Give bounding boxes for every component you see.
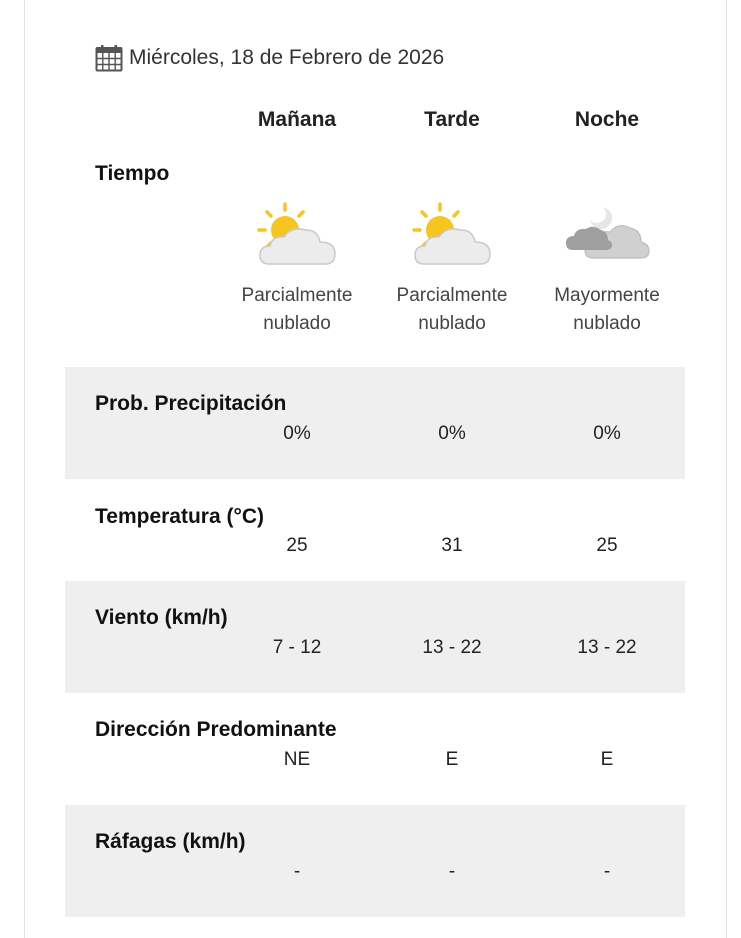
precipitation-afternoon: 0% <box>438 423 466 444</box>
column-header-afternoon: Tarde <box>424 108 480 131</box>
precipitation-label: Prob. Precipitación <box>95 392 287 415</box>
mostly-cloudy-night-icon <box>563 200 653 272</box>
partly-cloudy-day-icon <box>253 200 343 272</box>
temperature-night: 25 <box>596 535 618 556</box>
precipitation-morning: 0% <box>283 423 311 444</box>
gusts-label: Ráfagas (km/h) <box>95 830 246 853</box>
wind-direction-night: E <box>600 749 614 770</box>
column-header-morning: Mañana <box>257 108 337 131</box>
wind-night: 13 - 22 <box>577 637 637 658</box>
wind-direction-label: Dirección Predominante <box>95 718 337 741</box>
gusts-morning: - <box>293 861 301 882</box>
weather-description-night: Mayormente nublado <box>554 285 660 334</box>
gusts-afternoon: - <box>448 861 456 882</box>
temperature-label: Temperatura (°C) <box>95 505 265 528</box>
weather-description-morning: Parcialmente nublado <box>241 285 353 334</box>
date-header <box>95 44 444 72</box>
calendar-icon <box>95 44 123 72</box>
wind-afternoon: 13 - 22 <box>422 637 482 658</box>
wind-direction-afternoon: E <box>445 749 459 770</box>
precipitation-night: 0% <box>593 423 621 444</box>
weather-description-afternoon: Parcialmente nublado <box>396 285 508 334</box>
gusts-night: - <box>603 861 611 882</box>
partly-cloudy-day-icon <box>408 200 498 272</box>
wind-direction-morning: NE <box>283 749 311 770</box>
weather-label: Tiempo <box>95 162 170 185</box>
wind-label: Viento (km/h) <box>95 606 228 629</box>
wind-morning: 7 - 12 <box>272 637 322 658</box>
date-text: Miércoles, 18 de Febrero de 2026 <box>129 46 445 69</box>
temperature-afternoon: 31 <box>441 535 463 556</box>
column-header-night: Noche <box>574 108 640 131</box>
temperature-morning: 25 <box>286 535 308 556</box>
